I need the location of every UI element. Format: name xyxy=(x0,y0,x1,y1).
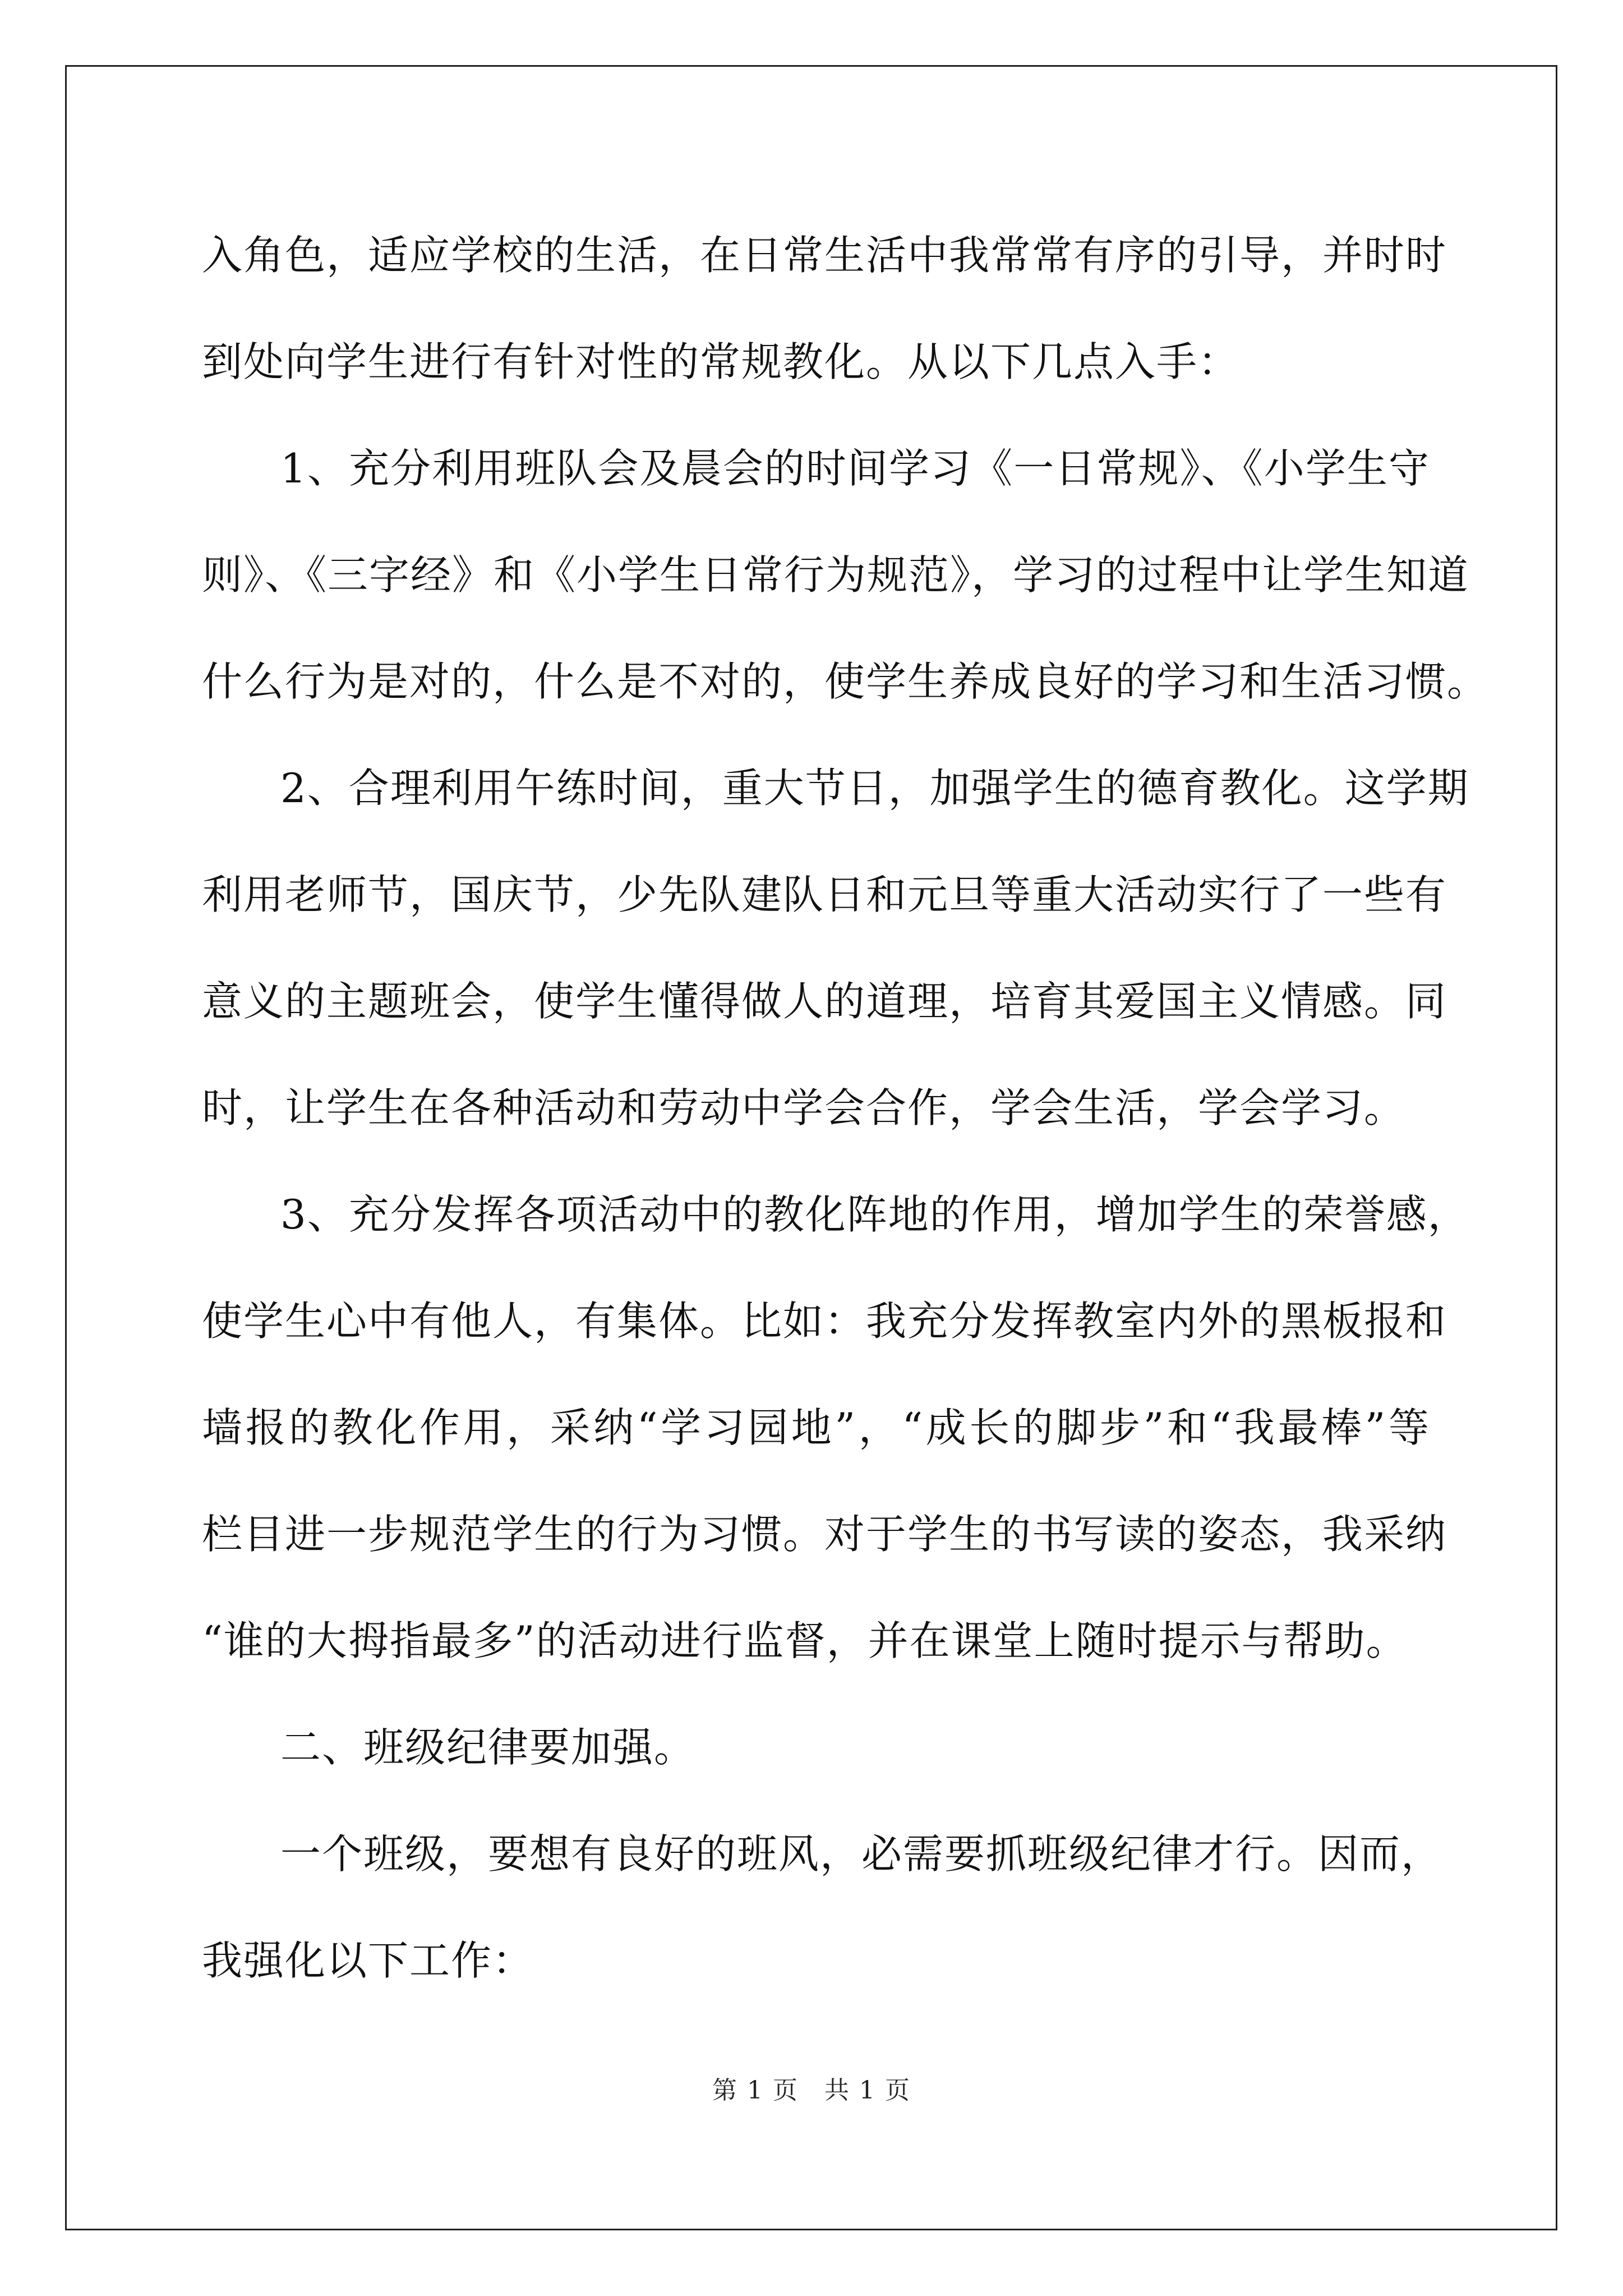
text-line: 二、班级纪律要加强。 xyxy=(280,1724,696,1771)
text-line: 入角色，适应学校的生活，在日常生活中我常常有序的引导，并时时 xyxy=(202,232,1447,279)
text-line: 则》、《三字经》和《小学生日常行为规范》，学习的过程中让学生知道 xyxy=(202,551,1470,599)
text-line: 1、充分利用班队会及晨会的时间学习《一日常规》、《小学生守 xyxy=(280,445,1430,492)
text-line: 时，让学生在各种活动和劳动中学会合作，学会生活，学会学习。 xyxy=(202,1084,1406,1131)
text-line: 意义的主题班会，使学生懂得做人的道理，培育其爱国主义情感。同 xyxy=(202,978,1447,1025)
text-line: 我强化以下工作： xyxy=(202,1937,534,1984)
document-body xyxy=(202,210,1489,2022)
text-line: 栏目进一步规范学生的行为习惯。对于学生的书写读的姿态，我采纳 xyxy=(202,1511,1447,1558)
text-line: 墙报的教化作用，采纳“学习园地”，“成长的脚步”和“我最棒”等 xyxy=(202,1404,1430,1451)
text-line: “谁的大拇指最多”的活动进行监督，并在课堂上随时提示与帮助。 xyxy=(202,1617,1408,1664)
text-line: 3、充分发挥各项活动中的教化阵地的作用，增加学生的荣誉感， xyxy=(280,1191,1469,1238)
text-line: 一个班级，要想有良好的班风，必需要抓班级纪律才行。因而， xyxy=(280,1830,1443,1878)
text-line: 利用老师节，国庆节，少先队建队日和元旦等重大活动实行了一些有 xyxy=(202,871,1447,918)
text-line: 2、合理利用午练时间，重大节日，加强学生的德育教化。这学期 xyxy=(280,765,1469,812)
text-line: 到处向学生进行有针对性的常规教化。从以下几点入手： xyxy=(202,338,1240,385)
page-footer: 第 1 页 共 1 页 xyxy=(712,2076,911,2105)
text-line: 使学生心中有他人，有集体。比如：我充分发挥教室内外的黑板报和 xyxy=(202,1297,1447,1345)
text-line: 什么行为是对的，什么是不对的，使学生养成良好的学习和生活习惯。 xyxy=(202,658,1489,705)
